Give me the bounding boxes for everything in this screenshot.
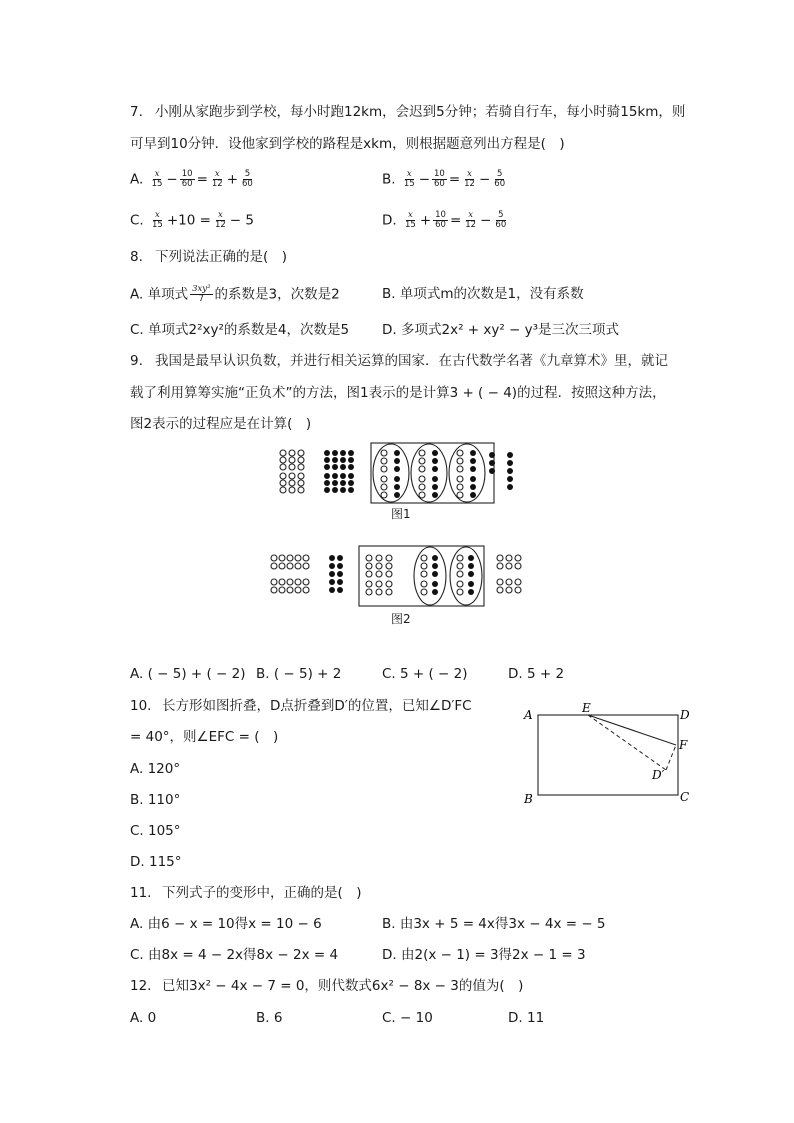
q9-option-a[interactable]: A. ( − 5) + ( − 2) xyxy=(130,666,246,682)
q7-number: 7. xyxy=(130,104,143,120)
q10-number: 10. xyxy=(130,698,152,714)
q12-stem: 已知3x² − 4x − 7 = 0，则代数式6x² − 8x − 3的值为( ) xyxy=(162,978,524,994)
label-b: B xyxy=(524,792,533,806)
q12-option-d[interactable]: D. 11 xyxy=(508,1010,545,1026)
figure-1-caption: 图1 xyxy=(391,507,411,521)
label-a: A xyxy=(524,708,533,722)
q7-option-a[interactable]: A. $\frac{x}{15}$ − $\frac{10}{60}$ = $\frac{x}{12}$ + $\frac{5}{60}$ xyxy=(130,169,253,189)
q11-stem: 下列式子的变形中，正确的是( ) xyxy=(162,885,362,901)
q7-stem-line1: 小刚从家跑步到学校，每小时跑12km，会迟到5分钟；若骑自行车，每小时骑15km，则 xyxy=(155,104,686,120)
q7-option-d[interactable]: D. $\frac{x}{15}$ + $\frac{10}{60}$ = $\frac{x}{12}$ − $\frac{5}{60}$ xyxy=(382,210,507,230)
counting-rods-figure-2 xyxy=(268,544,530,608)
label-d-prime: D′ xyxy=(652,768,665,782)
q9-stem-line3: 图2表示的过程应是在计算( ) xyxy=(130,416,312,432)
label-e: E xyxy=(582,702,591,715)
q12-option-a[interactable]: A. 0 xyxy=(130,1010,157,1026)
figure-2-caption: 图2 xyxy=(391,612,411,626)
q7-stem-line2: 可早到10分钟．设他家到学校的路程是xkm，则根据题意列出方程是( ) xyxy=(130,136,565,152)
q10-stem-line2: = 40°，则∠EFC = ( ) xyxy=(130,729,279,745)
q11-option-b[interactable]: B. 由3x + 5 = 4x得3x − 4x = − 5 xyxy=(382,916,606,932)
q12-option-b[interactable]: B. 6 xyxy=(256,1010,283,1026)
q7-option-c[interactable]: C. $\frac{x}{15}$ +10 = $\frac{x}{12}$ − 5 xyxy=(130,210,254,230)
q11-option-d[interactable]: D. 由2(x − 1) = 3得2x − 1 = 3 xyxy=(382,947,586,963)
q10-option-d[interactable]: D. 115° xyxy=(130,854,182,870)
counting-rods-figure-1 xyxy=(276,441,526,506)
q11-option-a[interactable]: A. 由6 − x = 10得x = 10 − 6 xyxy=(130,916,322,932)
q8-stem: 下列说法正确的是( ) xyxy=(155,249,288,265)
q11-option-c[interactable]: C. 由8x = 4 − 2x得8x − 2x = 4 xyxy=(130,947,339,963)
q12-option-c[interactable]: C. − 10 xyxy=(382,1010,433,1026)
q10-stem-line1: 长方形如图折叠，D点折叠到D′的位置，已知∠D′FC xyxy=(162,698,472,714)
q10-option-b[interactable]: B. 110° xyxy=(130,792,181,808)
q9-option-c[interactable]: C. 5 + ( − 2) xyxy=(382,666,468,682)
label-c: C xyxy=(680,790,690,804)
q9-option-d[interactable]: D. 5 + 2 xyxy=(508,666,565,682)
folded-rectangle-figure xyxy=(520,702,700,808)
q12-number: 12. xyxy=(130,978,152,994)
q10-option-c[interactable]: C. 105° xyxy=(130,823,181,839)
q8-number: 8. xyxy=(130,249,143,265)
q9-option-b[interactable]: B. ( − 5) + 2 xyxy=(256,666,342,682)
q11-number: 11. xyxy=(130,885,152,901)
q8-option-a[interactable]: A. 单项式 $\frac{\text{3xy²}}{7}$ 的系数是3，次数是2 xyxy=(130,284,340,304)
q9-stem-line1: 我国是最早认识负数，并进行相关运算的国家．在古代数学名著《九章算术》里，就记 xyxy=(155,353,668,369)
q10-option-a[interactable]: A. 120° xyxy=(130,761,181,777)
q8-option-d[interactable]: D. 多项式2x² + xy² − y³是三次三项式 xyxy=(382,322,620,338)
label-f: F xyxy=(679,738,688,752)
q9-number: 9. xyxy=(130,353,143,369)
q8-option-b[interactable]: B. 单项式m的次数是1，没有系数 xyxy=(382,286,584,302)
q7-option-b[interactable]: B. $\frac{x}{15}$ − $\frac{10}{60}$ = $\frac{x}{12}$ − $\frac{5}{60}$ xyxy=(382,169,506,189)
q9-stem-line2: 载了利用算筹实施“正负术”的方法，图1表示的是计算3 + ( − 4)的过程．按照这种方法， xyxy=(130,385,666,401)
q8-option-c[interactable]: C. 单项式2²xy²的系数是4，次数是5 xyxy=(130,322,350,338)
label-d: D xyxy=(680,708,690,722)
